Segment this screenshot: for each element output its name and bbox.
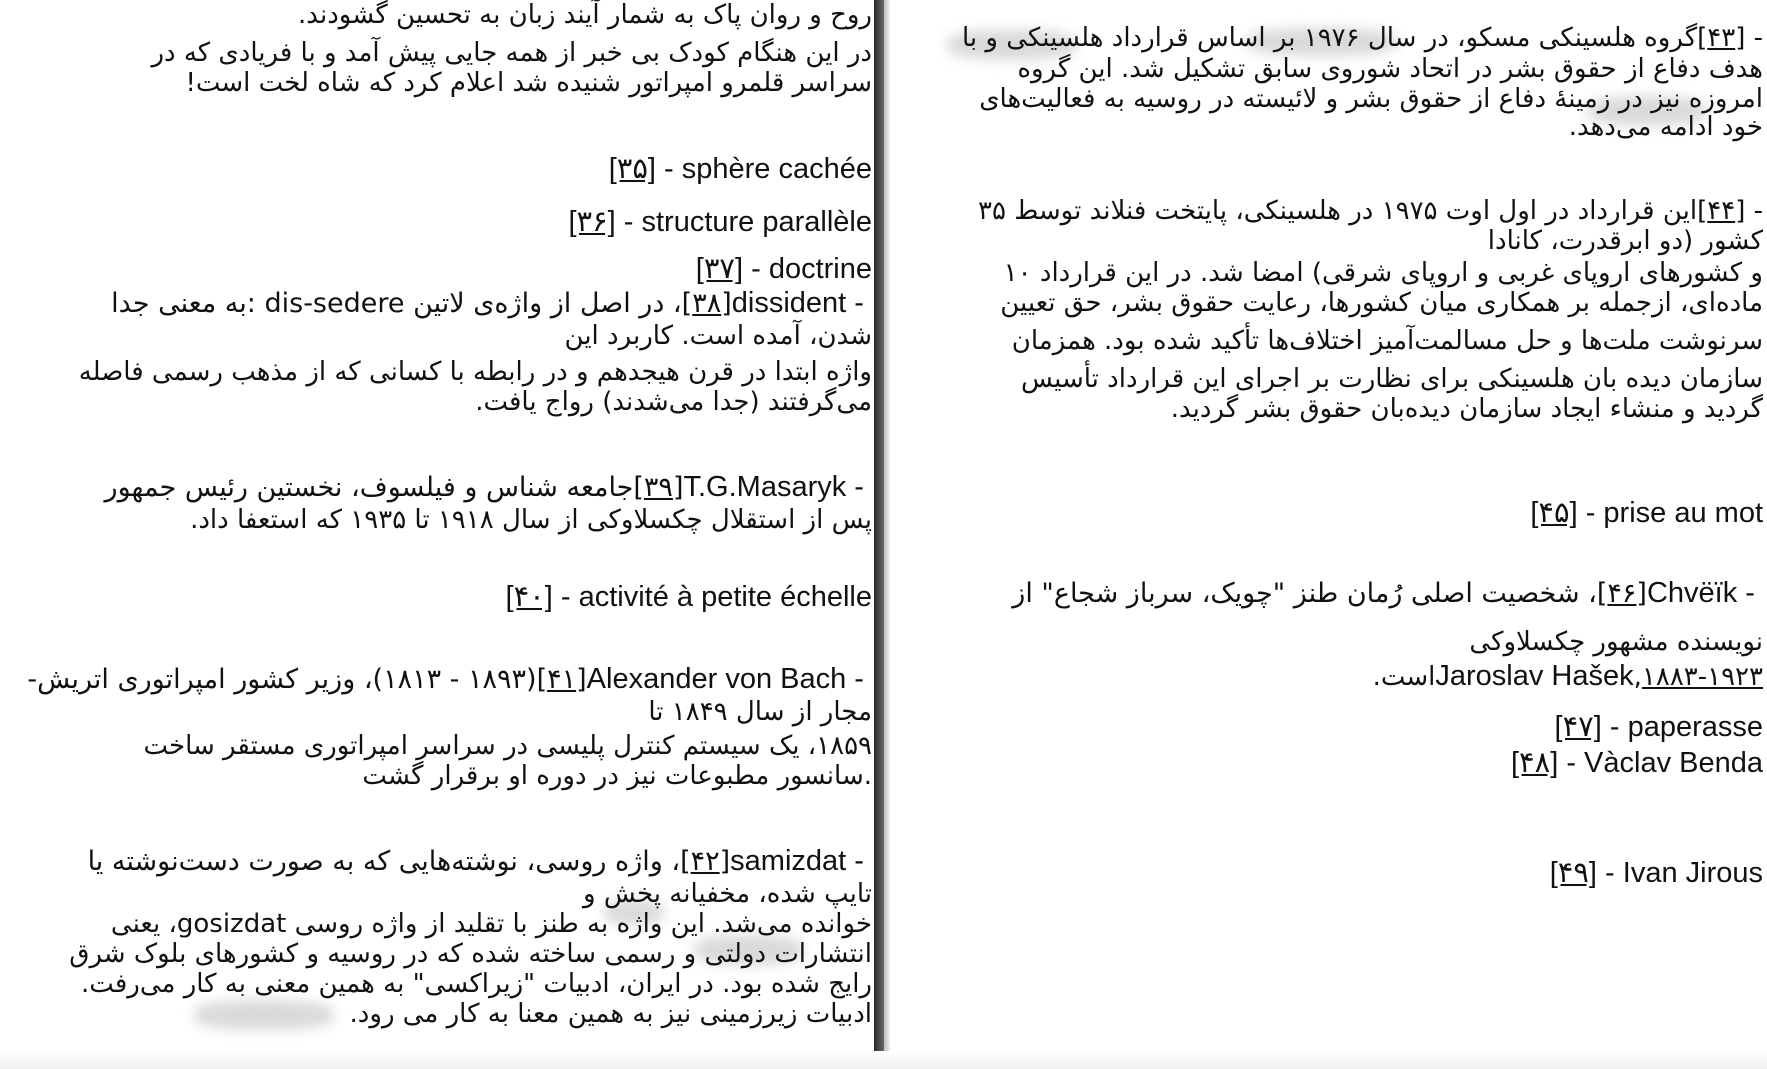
footnote-38: [79, 286, 872, 417]
footnote-42: [69, 844, 872, 1029]
footnote-40-term: - activité à petite échelle: [552, 581, 872, 613]
intro-paragraph: [151, 0, 872, 98]
footnote-42-head: [69, 844, 872, 879]
bottom-edge-shade: [0, 1051, 1767, 1069]
footnote-46-end: است.: [1372, 662, 1436, 692]
footnote-44-line-5: سازمان دیده بان هلسینکی برای نظارت بر اجرای این قرارداد تأسیس: [1020, 364, 1763, 394]
footnote-43-head: [962, 22, 1763, 54]
footnote-49: [1550, 856, 1763, 890]
footnote-41-head: [27, 662, 872, 697]
footnote-46-ref[interactable]: [۴۶]: [1596, 578, 1647, 609]
footnote-47-ref[interactable]: [۴۷]: [1554, 711, 1602, 743]
footnote-41-line-1: مجار از سال ۱۸۴۹ تا: [648, 697, 872, 727]
book-gutter-shadow: [874, 0, 884, 1069]
footnote-42-line-3: انتشارات دولتی و رسمی ساخته شده که در روسیه و کشورهای بلوک شرق: [69, 939, 872, 969]
footnote-49-ref[interactable]: [۴۹]: [1549, 857, 1597, 889]
footnote-42-line-1: تایپ شده، مخفیانه پخش و: [583, 879, 872, 909]
footnote-47: [1555, 710, 1763, 744]
footnote-46-sep: ,: [1633, 662, 1642, 692]
footnote-42-text: ، واژه روسی، نوشته‌هایی که به صورت دست‌نوشته یا: [87, 846, 681, 877]
right-page: [890, 0, 1767, 1069]
footnote-44-line-1: کشور (دو ابرقدرت، کانادا: [1487, 226, 1763, 256]
intro-line-2: در این هنگام کودک بی خبر از همه جایی پیش آمد و با فریادی که در: [151, 38, 872, 68]
footnote-41-line-3: .سانسور مطبوعات نیز در دوره او برقرار گشت: [362, 761, 872, 791]
footnote-36: [568, 205, 872, 239]
footnote-45-ref[interactable]: [۴۵]: [1530, 497, 1578, 529]
footnote-38-line-1: شدن، آمده است. کاربرد این: [564, 321, 872, 351]
footnote-41-ref[interactable]: [۴۱]: [536, 664, 587, 695]
footnote-46-author: Jaroslav Hašek: [1435, 660, 1634, 692]
footnote-46-line-2: [1012, 659, 1763, 693]
footnote-38-head: [79, 286, 872, 321]
footnote-43-line-3: خود ادامه می‌دهد.: [1568, 112, 1763, 142]
footnote-43-text: گروه هلسینکی مسکو، در سال ۱۹۷۶ بر اساس قرارداد هلسینکی و با: [962, 23, 1698, 53]
footnote-41: [27, 662, 872, 791]
footnote-40: [506, 580, 872, 614]
intro-line-1: روح و روان پاک به شمار آیند زبان به تحسین گشودند.: [298, 0, 872, 30]
footnote-43-prefix: -: [1745, 23, 1763, 53]
footnote-47-term: - paperasse: [1601, 711, 1763, 743]
footnote-44-ref[interactable]: [۴۴]: [1697, 196, 1746, 226]
footnote-39-line-1: پس از استقلال چکسلاوکی از سال ۱۹۱۸ تا ۱۹۳۵ که استعفا داد.: [190, 505, 872, 535]
intro-line-3: سراسر قلمرو امپراتور شنیده شد اعلام کرد که شاه لخت است!: [185, 68, 872, 98]
footnote-36-ref[interactable]: [۳۶]: [568, 206, 616, 238]
footnote-44-line-4: سرنوشت ملت‌ها و حل مسالمت‌آمیز اختلاف‌ها تأکید شده بود. همزمان: [1011, 326, 1763, 356]
footnote-46-head: [1012, 576, 1763, 611]
footnote-39-term: T.G.Masaryk -: [683, 471, 872, 503]
footnote-44-line-2: و کشورهای اروپای غربی و اروپای شرقی) امضا شد. در این قرارداد ۱۰: [1003, 258, 1763, 288]
footnote-41-text: (۱۸۹۳ - ۱۸۱۳)، وزیر کشور امپراتوری اتریش-: [27, 664, 537, 695]
footnote-38-line-2: واژه ابتدا در قرن هیجدهم و در رابطه با کسانی که از مذهب رسمی فاصله: [78, 357, 872, 387]
footnote-41-term: Alexander von Bach -: [586, 663, 872, 695]
footnote-48-ref[interactable]: [۴۸]: [1510, 747, 1559, 779]
footnote-44-line-3: ماده‌ای، ازجمله بر همکاری میان کشورها، رعایت حقوق بشر، حق تعیین: [1000, 288, 1763, 318]
footnote-39-ref[interactable]: [۳۹]: [633, 472, 684, 503]
footnote-42-line-2: خوانده می‌شد. این واژه به طنز با تقلید از واژه روسی gosizdat، یعنی: [110, 909, 872, 939]
footnote-42-ref[interactable]: [۴۲]: [680, 846, 731, 877]
footnote-43: [962, 22, 1763, 140]
footnote-45: [1530, 496, 1763, 530]
footnote-36-term: - structure parallèle: [615, 206, 872, 238]
footnote-37: [696, 252, 872, 286]
left-page: [0, 0, 874, 1069]
footnote-42-term: samizdat -: [730, 845, 872, 877]
footnote-39-head: [105, 470, 872, 505]
footnote-48-term: - Vàclav Benda: [1558, 747, 1763, 779]
footnote-44-prefix: -: [1745, 196, 1763, 226]
footnote-37-ref[interactable]: [۳۷]: [695, 253, 744, 285]
footnote-49-term: - Ivan Jirous: [1597, 857, 1763, 889]
footnote-46-years: ۱۸۸۳-۱۹۲۳: [1641, 662, 1763, 692]
footnote-35-ref[interactable]: [۳۵]: [608, 153, 656, 185]
footnote-35: [609, 152, 872, 186]
footnote-44-head: [978, 196, 1763, 226]
footnote-39: [105, 470, 872, 535]
footnote-43-ref[interactable]: [۴۳]: [1697, 23, 1746, 53]
footnote-45-term: - prise au mot: [1577, 497, 1763, 529]
footnote-42-line-5: ادبیات زیرزمینی نیز به همین معنا به کار می رود.: [349, 999, 872, 1029]
footnote-46-line-1: نویسنده مشهور چکسلاوکی: [1469, 627, 1763, 657]
footnote-38-text: ، در اصل از واژه‌ی لاتین dis-sedere :به معنی جدا: [111, 288, 682, 319]
footnote-39-text: جامعه شناس و فیلسوف، نخستین رئیس جمهور: [104, 472, 634, 503]
footnote-44: [978, 196, 1763, 424]
footnote-38-term: dissident -: [731, 287, 872, 319]
footnote-46-text: ، شخصیت اصلی رُمان طنز "چویک، سرباز شجاع" از: [1012, 578, 1597, 609]
footnote-35-term: - sphère cachée: [655, 153, 872, 185]
footnote-38-ref[interactable]: [۳۸]: [681, 288, 732, 319]
footnote-38-line-3: می‌گرفتند (جدا می‌شدند) رواج یافت.: [475, 387, 872, 417]
footnote-40-ref[interactable]: [۴۰]: [505, 581, 553, 613]
footnote-46: [1012, 576, 1763, 693]
footnote-41-line-2: ۱۸۵۹، یک سیستم کنترل پلیسی در سراسر امپراتوری مستقر ساخت: [143, 731, 872, 761]
footnote-37-term: - doctrine: [743, 253, 872, 285]
footnote-44-line-6: گردید و منشاء ایجاد سازمان دیده‌بان حقوق بشر گردید.: [1170, 394, 1763, 424]
footnote-42-line-4: رایج شده بود. در ایران، ادبیات "زیراکسی" به همین معنی به کار می‌رفت.: [81, 969, 872, 999]
footnote-43-line-1: هدف دفاع از حقوق بشر در اتحاد شوروی سابق تشکیل شد. این گروه: [1017, 54, 1763, 84]
footnote-48: [1511, 746, 1763, 780]
footnote-44-text: این قرارداد در اول اوت ۱۹۷۵ در هلسینکی، پایتخت فنلاند توسط ۳۵: [978, 196, 1698, 226]
footnote-46-term: Chvëïk -: [1646, 577, 1763, 609]
footnote-43-line-2: امروزه نیز در زمینهٔ دفاع از حقوق بشر و لائیسته در روسیه به فعالیت‌های: [979, 84, 1763, 114]
